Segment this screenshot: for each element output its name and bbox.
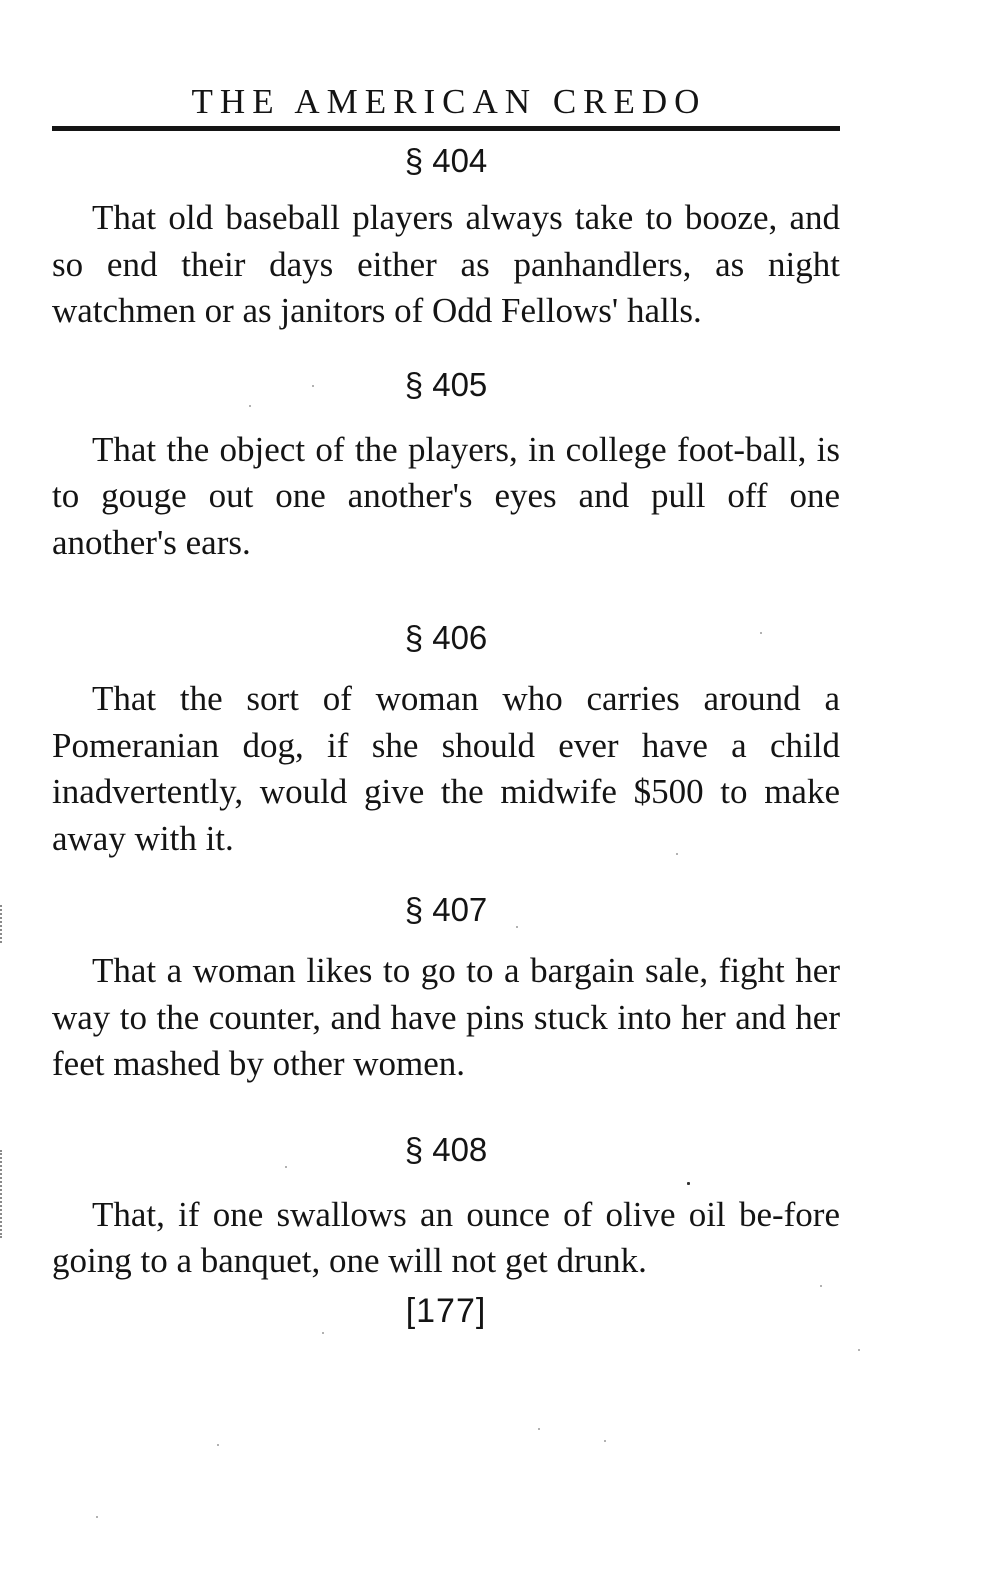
scan-speck [760,632,762,634]
scan-speck [604,1440,606,1442]
section-number: § 405 [404,365,488,403]
section-405 [52,365,840,567]
scan-speck [96,1516,98,1518]
section-number: § 408 [404,1130,488,1168]
scan-speck [217,1444,219,1446]
scan-edge-marks [0,905,6,943]
section-number: § 406 [404,619,488,656]
scan-speck [858,1349,860,1351]
scan-speck [312,385,314,387]
scan-speck [516,926,518,928]
section-text: That the object of the players, in college foot-ball, is to gouge out one another's eyes and pull off one another's ears. [52,429,840,562]
running-head-title: THE AMERICAN CREDO [191,82,707,121]
scan-speck [285,1166,287,1168]
scan-speck [538,1428,540,1430]
scan-speck [249,405,251,407]
section-number: § 407 [404,891,488,928]
section-text: That, if one swallows an ounce of olive oil be-fore going to a banquet, one will not get drunk. [52,1194,840,1280]
page-number: [177] [405,1291,487,1330]
section-407 [52,890,840,1088]
scan-speck [676,853,678,855]
section-404 [52,141,840,335]
section-text: That a woman likes to go to a bargain sale, fight her way to the counter, and have pins stuck into her and her feet mashed by other women. [52,951,840,1083]
scan-speck [820,1285,822,1287]
scan-speck [687,1182,690,1185]
section-text: That old baseball players always take to booze, and so end their days either as panhandlers, as night watchmen or as janitors of Odd Fellows' halls. [52,198,840,330]
section-406 [52,618,840,862]
scan-edge-marks [0,1150,6,1238]
book-page [52,80,840,1331]
section-text: That the sort of woman who carries around a Pomeranian dog, if she should ever have a child inadvertently, would give the midwife $500 to make away with it. [52,679,840,858]
section-number: § 404 [404,142,488,179]
scan-speck [322,1332,324,1334]
header-rule [52,126,840,131]
section-408 [52,1130,840,1285]
